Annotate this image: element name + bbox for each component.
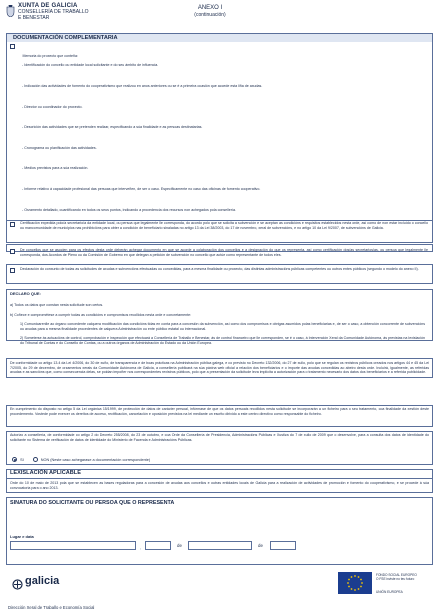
memory-item: - Director ou coordinador do proxecto. xyxy=(22,105,83,109)
signature-section xyxy=(6,497,433,565)
declaration-aid-checkbox[interactable] xyxy=(10,268,15,273)
fse-line-1: FONDO SOCIAL EUROPEO xyxy=(376,573,417,577)
memory-item: - Medios previstos para a súa realización. xyxy=(22,166,89,170)
separator-comma: , xyxy=(140,545,142,550)
galicia-logo-text: galicia xyxy=(25,575,60,587)
declaration-aid-text: Declaración do conxunto de todas as solicitudes de axudas e subvencións efectuadas ou concedidas, para a mesma finalidade ou proxecto, das distintas administracións públicas competentes ou outros entes públicos (segundo o modelo do anexo II). xyxy=(20,267,419,271)
place-field[interactable] xyxy=(10,541,136,550)
org-line-2: CONSELLERÍA DE TRABALLO xyxy=(18,9,89,15)
memory-item: - Indicación das actividades de fomento do cooperativismo que realizou en anos anteriores ou se é a primeira ocasión que accede esta liña de axudas. xyxy=(22,84,263,88)
legislation-title: LEXISLACIÓN APLICABLE xyxy=(10,470,81,476)
day-field[interactable] xyxy=(145,541,171,550)
yes-radio[interactable] xyxy=(12,457,17,462)
place-date-label: Lugar e data xyxy=(10,534,34,539)
galicia-logo-icon xyxy=(12,577,23,595)
annex-subtitle: (continuación) xyxy=(194,12,226,18)
galicia-logo xyxy=(12,575,72,591)
authorization-options xyxy=(12,457,150,463)
declaration-sub-1: 1) Comunicarenlle ao órgano concedente calquera modificación das condicións tidas en conta para a concesión da subvención, así como dos compromisos e obrigas asumidos polas beneficiarias e, de ser o caso, a obtención concorrente de subvencións ou axudas para a mesma finalidade procedentes de calquera Administración ou ente público estatal ou internacional. xyxy=(20,322,425,331)
fse-text xyxy=(376,573,436,581)
associated-councils-checkbox[interactable] xyxy=(10,249,15,254)
coat-of-arms-icon xyxy=(6,4,15,17)
authorization-text: Autorizo a consellería, de conformidade co artigo 2 do Decreto 255/2008, do 23 de outubro, e coa Orde da Consellería de Presidencia, Administracións Públicas e Xustiza do 7 de xullo de 2009 que o desenvolve, para a consulta dos datos de identidade do solicitante no Sistema de verificación de datos de identidade do Ministerio de Facenda e Administracións Públicas. xyxy=(10,433,429,442)
declaration-item-b: b) Coñece e comprométese a cumprir todas as condicións e compromisos recollidos nesta orde e concretamente: xyxy=(10,313,192,317)
eu-flag-icon xyxy=(338,572,372,594)
memory-checkbox[interactable] xyxy=(10,44,15,49)
yes-label: SI xyxy=(20,457,24,462)
documentation-title: DOCUMENTACIÓN COMPLEMENTARIA xyxy=(7,34,432,42)
memory-item: - Identificación do concello ou entidade local solicitante e do seu ámbito de influencia. xyxy=(22,63,159,67)
associated-councils-text: De concellos que se asocien para os efectos desta orde deberán achegar documento en que se acorde a colaboración dos concellos e a designación do que os representa, así como certificación dos/as secretarios/as, ou persoa que legalmente lle corresponda, dos Acordos de Pleno ou da Comisión de Goberno en que delegan a petición de subvención no concello que actúe como representante de todos eles. xyxy=(20,248,428,257)
month-field[interactable] xyxy=(188,541,252,550)
certification-text: Certificación expedida polo/a secretario/a da entidade local, ou persoa que legalmente lle corresponda, do acordo polo que se solicita a subvención e se aceptan as condicións e requisitos establecidos nesta orde, así como de non estar incluído o concello ou mancomunidade de municipios nas prohibicións para obter a condición de beneficiario sinaladas no artigo 13 da Lei 38/2003, do 17 de novembro, xeral de subvencións, e no artigo 10 da Lei 9/2007, de subvencións de Galicia. xyxy=(20,221,428,230)
separator-de-2: de xyxy=(258,543,263,548)
memory-item: - Orzamento detallado, cuantificando en todos os seus puntos, indicando a procedencia dos recursos non achegados pola consellería. xyxy=(22,208,236,212)
certification-checkbox[interactable] xyxy=(10,222,15,227)
no-radio[interactable] xyxy=(33,457,38,462)
memory-item: - Informe relativo á capacidade profesional das persoas que interveñen, de ser o caso. Especificamente no caso das oficinas de fomento cooperativo. xyxy=(22,187,261,191)
declaration-title: DECLARO QUE: xyxy=(10,291,41,296)
data-protection-text: En cumprimento do disposto no artigo 5 da Lei orgánica 15/1999, de protección de datos de carácter persoal, infórmase de que os datos persoais recollidos nesta solicitude se incorporarán a un ficheiro para o seu tratamento, coa finalidade da xestión deste procedemento. Vostede pode exercer os dereitos de acceso, rectificación, cancelación e oposición previstos na lei mediante un escrito dirixido a este centro directivo como responsable do ficheiro. xyxy=(10,407,429,416)
conformity-text: De conformidade co artigo 13.4 da Lei 4/2006, do 30 de xuño, de transparencia e de boas prácticas na Administración pública galega, e co previsto no Decreto 132/2006, do 27 de xullo, polo que se regulan os rexistros públicos creados nos artigos 44 e 45 da Lei 7/2005, do 29 de decembro, de orzamentos xerais da Comunidade Autónoma de Galicia, a consellería publicará na súa páxina web oficial a relación dos beneficiarios e o importe das axudas concedidas ao abeiro desta orde. Incluirá, igualmente, as referidas axudas e as sancións que, como consecuencia delas, se poidan impoñer nos correspondentes rexistros públicos, polo que a presentación da solicitude leva implícita a autorización para o tratamento necesario dos datos dos beneficiarios e a referida publicidade. xyxy=(10,361,429,375)
declaration-item-a: a) Todos os datos que constan nesta solicitude son certos. xyxy=(10,303,104,307)
annex-title: ANEXO I xyxy=(197,5,223,11)
memory-item: - Cronograma ou planificación das actividades. xyxy=(22,146,97,150)
memory-row xyxy=(10,44,430,62)
memory-item: - Descrición das actividades que se pretenden realizar, especificando a súa finalidade e as persoas destinatarias. xyxy=(22,125,203,129)
org-line-1: XUNTA DE GALICIA xyxy=(18,3,78,9)
year-field[interactable] xyxy=(270,541,296,550)
legislation-text: Orde do 10 de maio de 2013 pola que se establecen as bases reguladoras para a concesión de axudas aos concellos e outras entidades locais de Galicia para a realización de actividades de promoción e fomento do cooperativismo, e se procede á súa convocatoria para o ano 2013. xyxy=(10,481,429,490)
org-line-3: E BENESTAR xyxy=(18,14,50,21)
org-name xyxy=(18,3,118,21)
signature-title: SINATURA DO SOLICITANTE OU PERSOA QUE O REPRESENTA xyxy=(10,500,175,506)
no-label: NON (Neste caso achegarase a documentación correspondente) xyxy=(40,457,151,462)
fse-line-2: O FSE inviste no teu futuro xyxy=(376,577,415,581)
separator-de-1: de xyxy=(177,543,182,548)
declaration-sub-2: 2) Someterse ás actuacións de control, comprobación e inspección que efectuará a Consellería de Traballo e Benestar, ás de control financeiro que lle corresponden, se é o caso, á Intervención Xeral da Comunidade Autónoma, ás previstas na lexislación do Tribunal de Contas e do Consello de Contas, ou a outros órganos de Administración do Estado ou da Unión Europea. xyxy=(20,336,425,345)
memory-label: Memoria do proxecto que conteña: xyxy=(22,54,78,58)
department-name: Dirección Xeral de Traballo e Economía Social xyxy=(8,605,95,610)
eu-label: UNIÓN EUROPEA xyxy=(376,590,403,594)
